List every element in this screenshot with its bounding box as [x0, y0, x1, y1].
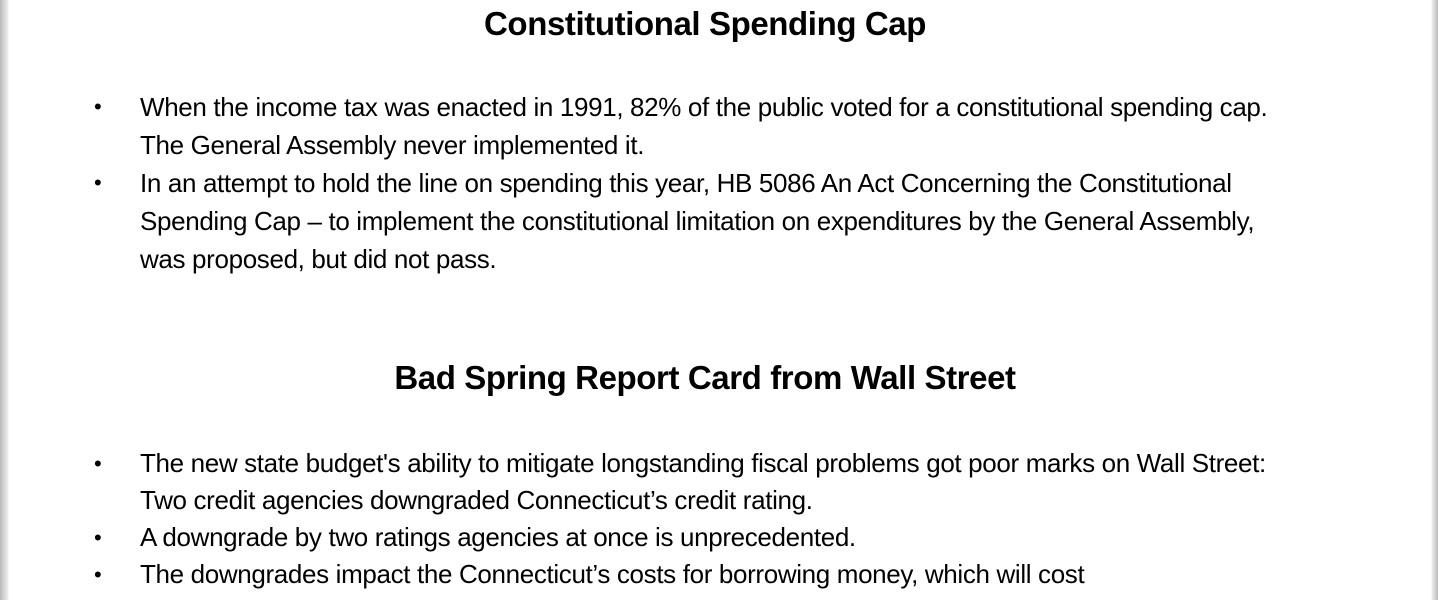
bullet-list-wall-street: [0, 445, 1438, 593]
bullet-icon: •: [94, 170, 102, 195]
section-heading-spending-cap: Constitutional Spending Cap: [484, 5, 926, 42]
section-heading-wall-street: Bad Spring Report Card from Wall Street: [394, 359, 1016, 396]
bullet-text: A downgrade by two ratings agencies at once is unprecedented.: [140, 522, 856, 552]
list-item: [0, 556, 1300, 593]
list-item: [0, 88, 1300, 164]
bullet-text: The new state budget's ability to mitigate longstanding fiscal problems got poor marks on Wall Street: Two credit agencies downgraded Connecticut’s credit rating.: [140, 448, 1266, 515]
bullet-icon: •: [94, 525, 102, 550]
bullet-list-spending-cap: [0, 88, 1438, 278]
bullet-icon: •: [94, 562, 102, 587]
bullet-text: In an attempt to hold the line on spending this year, HB 5086 An Act Concerning the Constitutional Spending Cap – to implement the constitutional limitation on expenditures by the General Assembly, was proposed, but did not pass.: [140, 168, 1255, 274]
bullet-icon: •: [94, 94, 102, 119]
list-item: [0, 164, 1300, 278]
list-item: [0, 519, 1300, 556]
bullet-text: The downgrades impact the Connecticut’s costs for borrowing money, which will cost: [140, 559, 1085, 589]
bullet-text: When the income tax was enacted in 1991, 82% of the public voted for a constitutional spending cap. The General Assembly never implemented it.: [140, 92, 1268, 160]
bullet-icon: •: [94, 451, 102, 476]
list-item: [0, 445, 1300, 519]
